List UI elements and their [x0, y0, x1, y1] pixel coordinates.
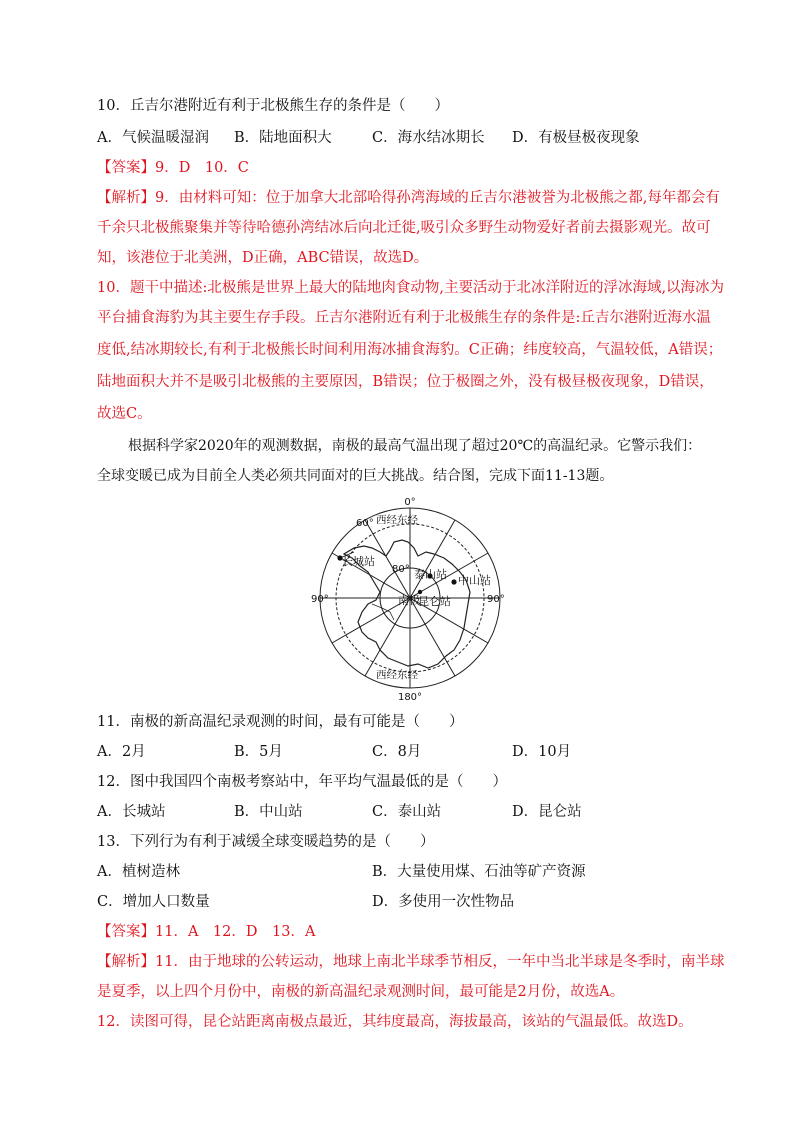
q11-option-d: D．10月	[512, 744, 572, 760]
analysis-11-line1: 【解析】11．由于地球的公转运动，地球上南北半球季节相反，一年中当北半球是冬季时，南半球	[97, 954, 725, 970]
q12-option-a: A．长城站	[97, 804, 166, 820]
q10-option-b: B．陆地面积大	[234, 130, 332, 146]
material-line1: 根据科学家2020年的观测数据，南极的最高气温出现了超过20℃的高温纪录。它警示我们：	[128, 438, 702, 454]
changcheng-station-label: 长城站	[342, 555, 375, 568]
analysis-9-line3: 知，该港位于北美洲，D正确，ABC错误，故选D。	[97, 250, 429, 266]
q12-option-b: B．中山站	[234, 804, 303, 820]
kunlun-station-label: 昆仑站	[418, 595, 451, 608]
map-top-hemisphere-label: 西经东经	[376, 514, 418, 526]
q10-stem: 10．丘吉尔港附近有利于北极熊生存的条件是（ ）	[97, 98, 449, 114]
map-label-60: 60°	[356, 518, 374, 529]
q10-option-d: D．有极昼极夜现象	[512, 130, 640, 146]
q13-option-b: B．大量使用煤、石油等矿产资源	[372, 864, 586, 880]
q11-option-a: A．2月	[97, 744, 146, 760]
q11-option-c: C．8月	[372, 744, 422, 760]
zhongshan-station-label: 中山站	[458, 574, 491, 587]
map-label-0: 0°	[404, 497, 416, 508]
q13-option-c: C．增加人口数量	[97, 894, 210, 910]
analysis-10-line5: 故选C。	[97, 406, 152, 422]
q11-stem: 11．南极的新高温纪录观测的时间，最有可能是（ ）	[97, 714, 464, 730]
q13-option-d: D．多使用一次性物品	[372, 894, 515, 910]
map-label-90w: 90°	[311, 594, 329, 605]
answer-11-13: 【答案】11．A 12．D 13．A	[97, 924, 316, 940]
analysis-10-line2: 平台捕食海豹为其主要生存手段。丘吉尔港附近有利于北极熊生存的条件是:丘吉尔港附近海水温	[97, 310, 711, 326]
answer-9-10: 【答案】9．D 10．C	[97, 160, 249, 176]
analysis-10-line3: 度低,结冰期较长,有利于北极熊长时间利用海冰捕食海豹。C正确；纬度较高，气温较低，A错误；	[97, 342, 723, 358]
q11-option-b: B．5月	[234, 744, 283, 760]
q12-option-d: D．昆仑站	[512, 804, 582, 820]
material-line2: 全球变暖已成为目前全人类必须共同面对的巨大挑战。结合图，完成下面11-13题。	[97, 468, 614, 484]
analysis-10-line4: 陆地面积大并不是吸引北极熊的主要原因，B错误；位于极圈之外，没有极昼极夜现象，D错误，	[97, 374, 714, 390]
analysis-10-line1: 10．题干中描述:北极熊是世界上最大的陆地肉食动物,主要活动于北冰洋附近的浮冰海域,以海冰为	[97, 280, 725, 296]
south-pole-label: 南极	[398, 594, 420, 607]
antarctica-map	[310, 492, 510, 704]
analysis-12-line1: 12．读图可得，昆仑站距离南极点最近，其纬度最高，海拔最高，该站的气温最低。故选D。	[97, 1014, 693, 1030]
q10-option-c: C．海水结冰期长	[372, 130, 485, 146]
analysis-9-line2: 千余只北极熊聚集并等待哈德孙湾结冰后向北迁徙,吸引众多野生动物爱好者前去摄影观光。故可	[97, 220, 711, 236]
analysis-9-line1: 【解析】9．由材料可知：位于加拿大北部哈得孙湾海域的丘吉尔港被誉为北极熊之都,每年都会有	[97, 190, 720, 206]
analysis-11-line2: 是夏季，以上四个月份中，南极的新高温纪录观测时间，最可能是2月份，故选A。	[97, 984, 625, 1000]
q13-stem: 13．下列行为有利于减缓全球变暖趋势的是（ ）	[97, 834, 435, 850]
map-bottom-hemisphere-label: 西经东经	[376, 669, 418, 681]
map-label-80: 80°	[392, 564, 410, 575]
map-label-90e: 90°	[487, 594, 505, 605]
q10-option-a: A．气候温暖湿润	[97, 130, 209, 146]
zhongshan-station-dot	[451, 579, 456, 584]
taishan-station-label: 泰山站	[414, 568, 447, 581]
q12-option-c: C．泰山站	[372, 804, 442, 820]
q12-stem: 12．图中我国四个南极考察站中，年平均气温最低的是（ ）	[97, 774, 507, 790]
q13-option-a: A．植树造林	[97, 864, 180, 880]
map-label-180: 180°	[397, 692, 423, 703]
